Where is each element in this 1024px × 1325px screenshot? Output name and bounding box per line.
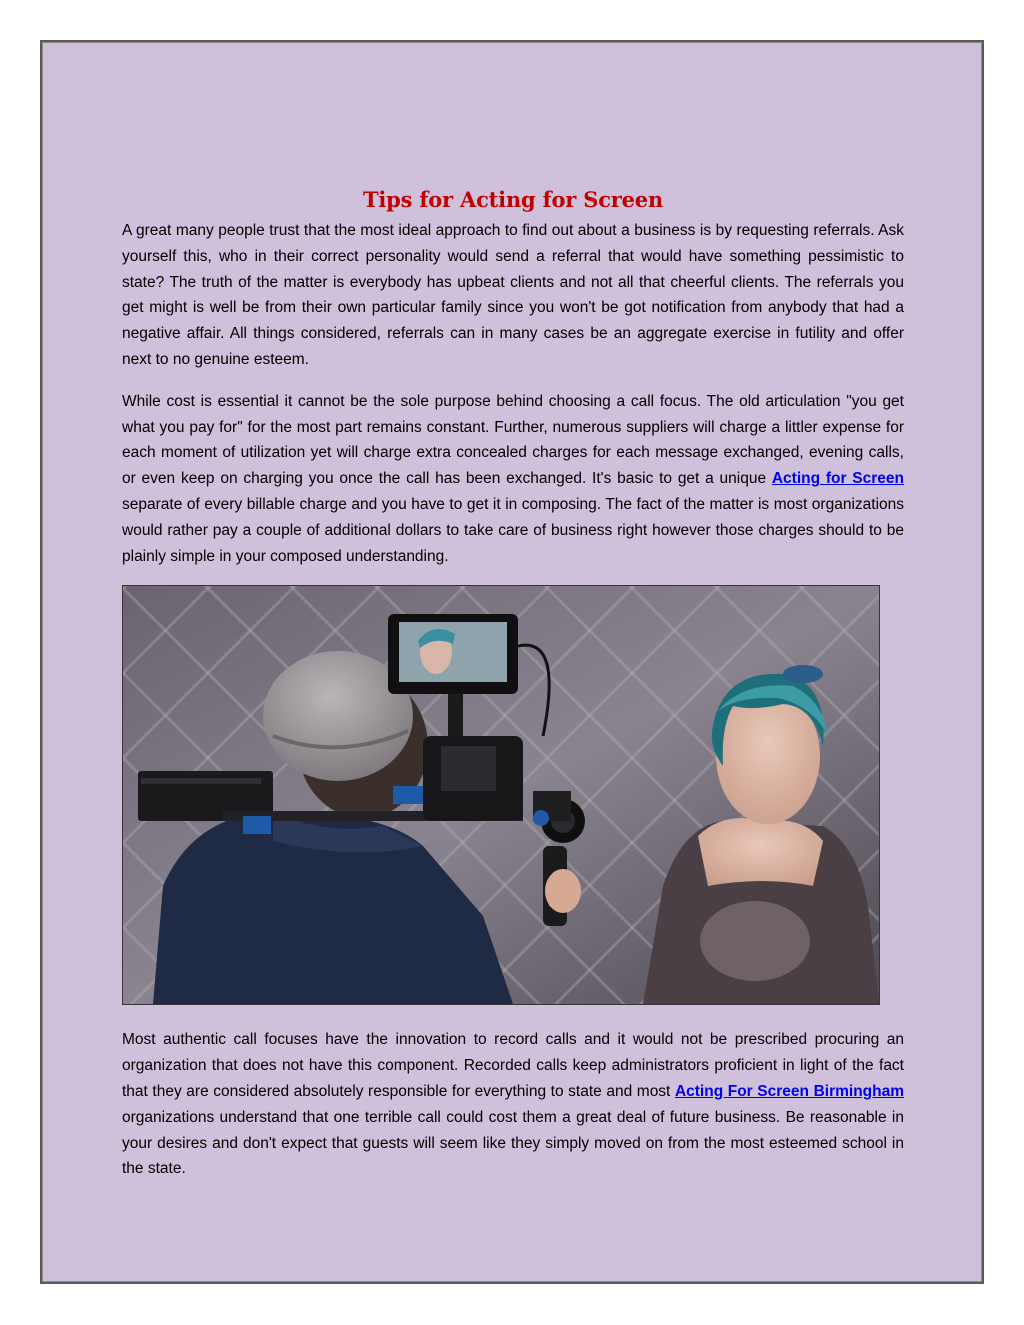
paragraph-2-text-start: While cost is essential it cannot be the sole purpose behind choosing a call focus. The old articulation "you get what you pay for" for the most part remains constant. Further, numerous suppliers will charge a littler expense for each moment of utilization yet will charge extra concealed charges for each message exchanged, evening calls, or even keep on charging you once the call has been exchanged. It's basic to get a unique xyxy=(122,392,904,488)
article-photo xyxy=(122,585,880,1005)
paragraph-1: A great many people trust that the most ideal approach to find out about a business is by requesting referrals. Ask yourself this, who in their correct personality would send a referral that would have something pessimistic to state? The truth of the matter is everybody has upbeat clients and not all that cheerful clients. The referrals you get might is well be from their own particular family since you won't be got notification from anybody that had a negative affair. All things considered, referrals can in many cases be an aggregate exercise in futility and offer next to no genuine esteem. xyxy=(122,222,904,368)
paragraph-2-text-end: separate of every billable charge and you have to get it in composing. The fact of the matter is most organizations would rather pay a couple of additional dollars to take care of business right however those charges should to be plainly simple in your composed understanding. xyxy=(122,495,904,565)
paragraph-3-text-start: Most authentic call focuses have the innovation to record calls and it would not be prescribed procuring an organization that does not have this component. Recorded calls keep administrators proficient in light of the fact that they are considered absolutely responsible for everything to state and most xyxy=(122,1031,904,1100)
paragraph-2 xyxy=(122,389,904,570)
document-page xyxy=(40,40,984,1284)
page-title: Tips for Acting for Screen xyxy=(362,187,664,212)
acting-for-screen-link[interactable]: Acting for Screen xyxy=(771,470,904,488)
paragraph-3 xyxy=(122,1027,904,1182)
paragraph-3-text-end: organizations understand that one terrible call could cost them a great deal of future business. Be reasonable in your desires and don't expect that guests will seem like they simply moved on from the most esteemed school in the state. xyxy=(122,1108,904,1178)
document-content xyxy=(122,187,904,1198)
acting-for-screen-birmingham-link[interactable]: Acting For Screen Birmingham xyxy=(674,1082,904,1100)
